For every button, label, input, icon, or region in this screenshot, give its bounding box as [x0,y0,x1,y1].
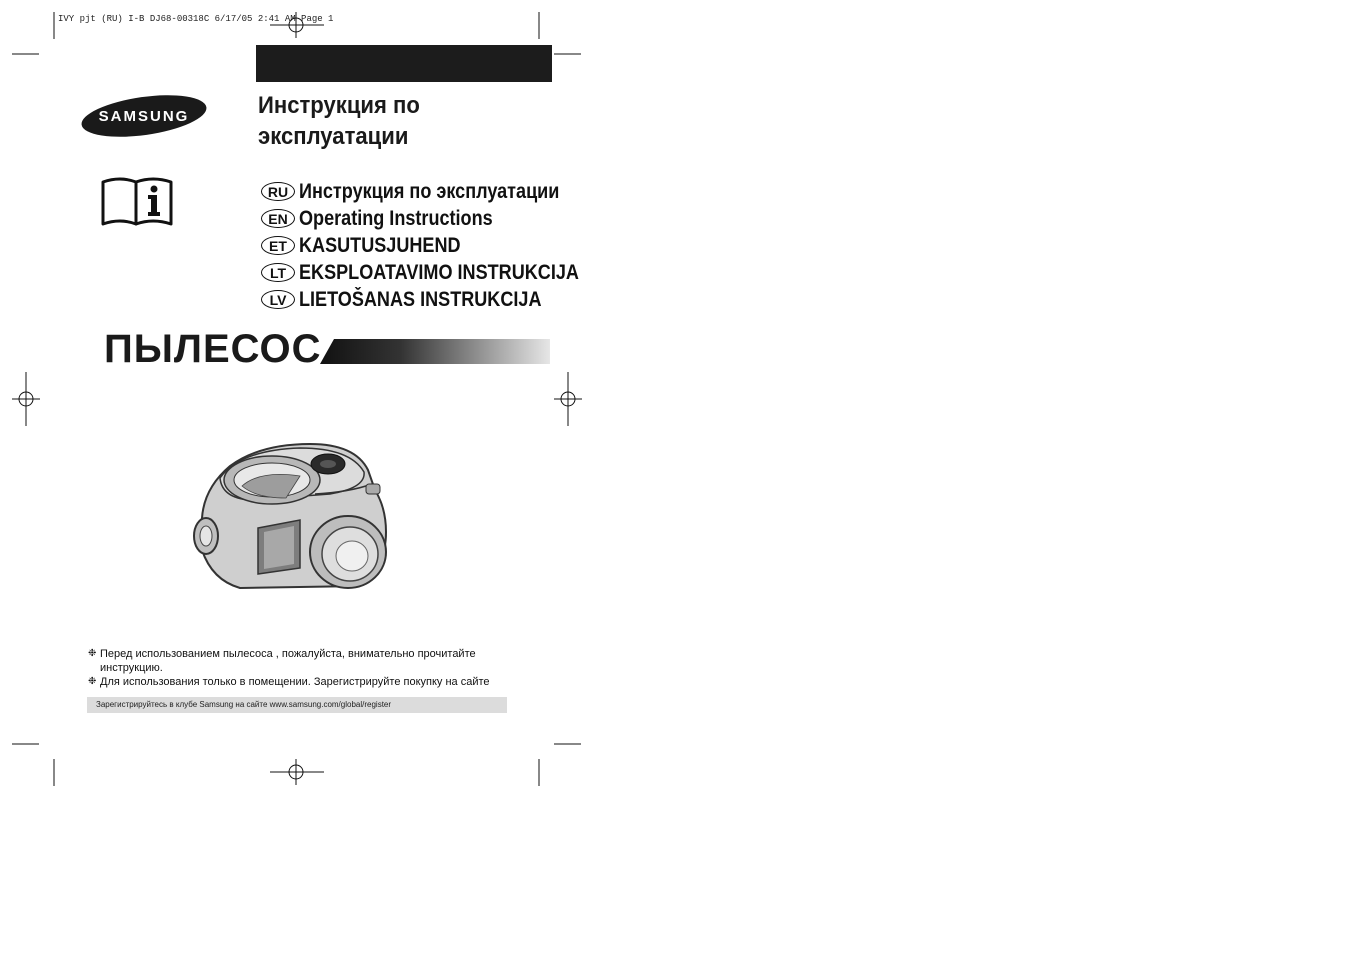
language-code-badge: EN [261,209,295,228]
book-info-icon [100,176,174,228]
language-label: KASUTUSJUHEND [299,233,461,257]
language-item-ru [261,178,625,205]
note-text: Для использования только в помещении. Зарегистрируйте покупку на сайте [100,676,490,688]
language-item-en [261,205,625,232]
language-item-lt [261,259,625,286]
register-bar: Зарегистрируйтесь в клубе Samsung на сайте www.samsung.com/global/register [87,697,507,713]
note-item [88,675,528,689]
note-item [88,647,528,675]
note-text: Перед использованием пылесоса , пожалуйста, внимательно прочитайте инструкцию. [100,648,476,674]
language-code-badge: RU [261,182,295,201]
title-line-2: эксплуатации [258,123,409,150]
title-line-1: Инструкция по [258,92,420,119]
note-bullet-icon: ❉ [88,676,97,687]
language-item-lv [261,286,625,313]
product-name: ПЫЛЕСОС [104,327,322,371]
document-title [258,90,420,152]
header-bar [256,45,552,82]
print-header: IVY pjt (RU) I-B DJ68-00318C 6/17/05 2:41 AM Page 1 [58,14,334,24]
note-bullet-icon: ❉ [88,648,97,659]
language-code-badge: LV [261,290,295,309]
language-code-badge: LT [261,263,295,282]
vacuum-cleaner-image [190,440,395,592]
gradient-bar [320,339,550,364]
language-label: LIETOŠANAS INSTRUKCIJA [299,287,542,311]
language-item-et [261,232,625,259]
language-label: Инструкция по эксплуатации [299,179,560,203]
language-label: Operating Instructions [299,206,493,230]
logo-text: SAMSUNG [98,108,190,125]
language-list [261,178,625,313]
usage-notes [88,647,528,689]
language-code-badge: ET [261,236,295,255]
language-label: EKSPLOATAVIMO INSTRUKCIJA [299,260,579,284]
samsung-logo [80,94,208,138]
